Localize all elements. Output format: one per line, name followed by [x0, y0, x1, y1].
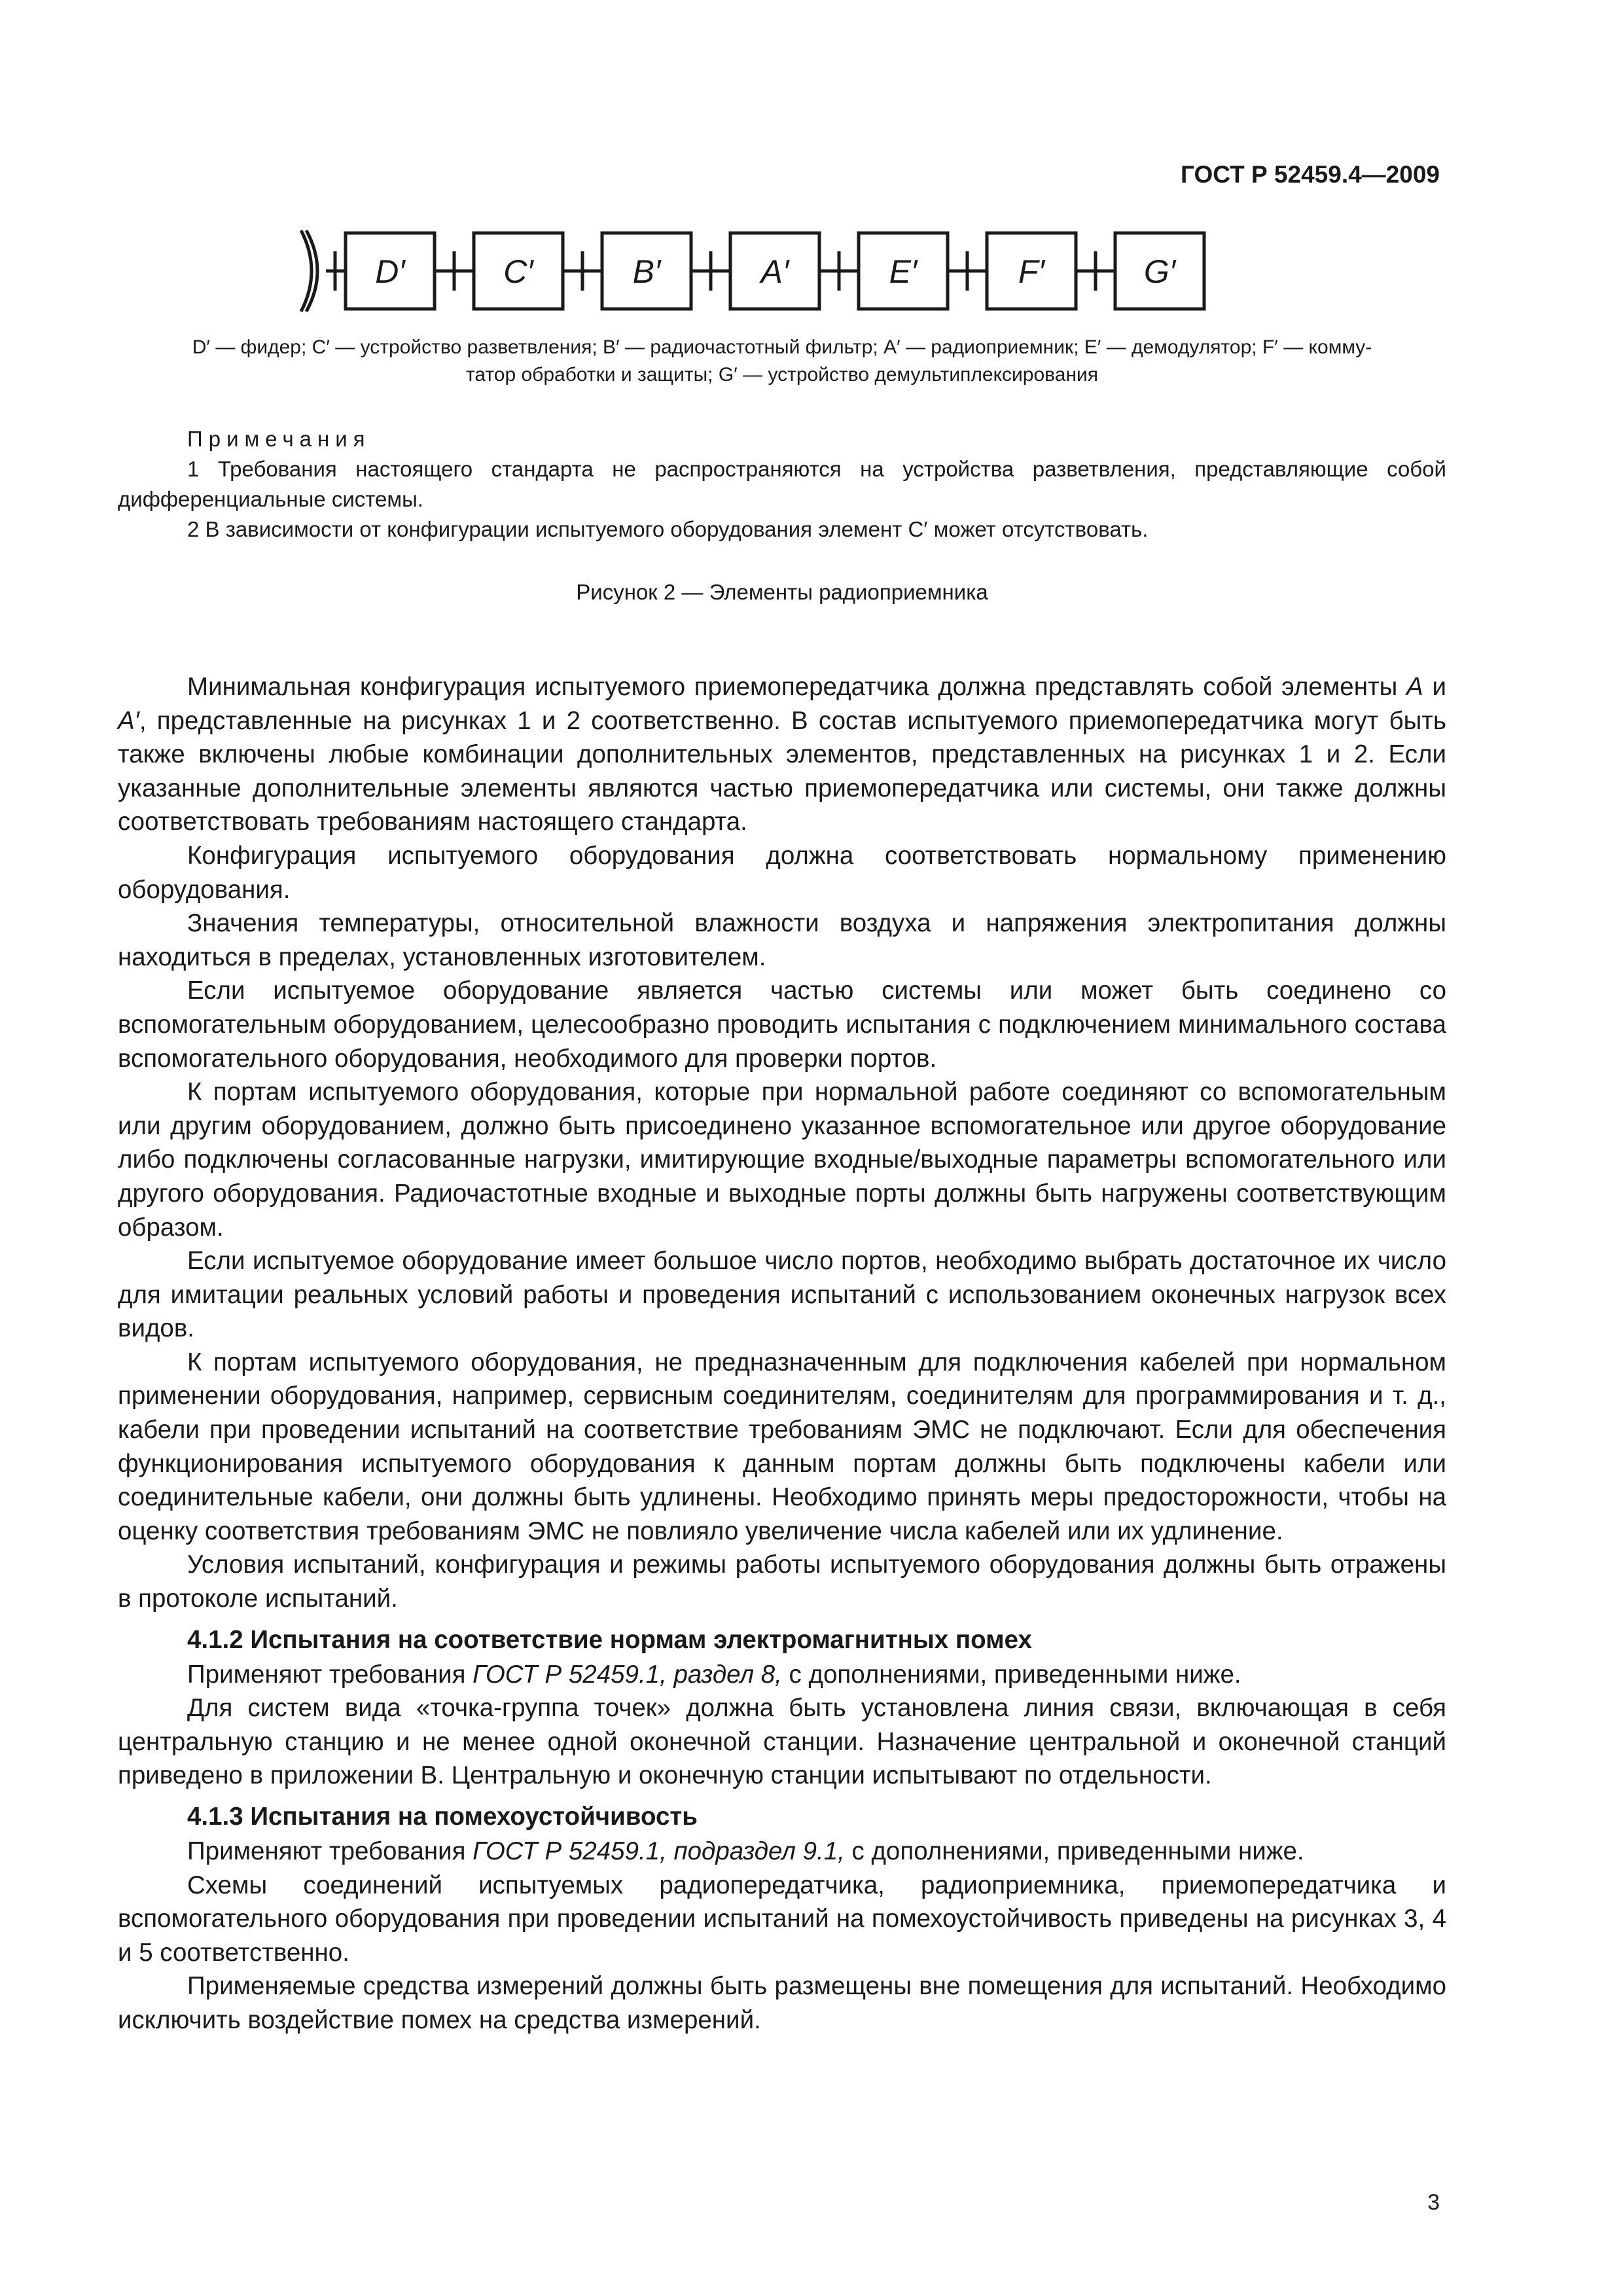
figure-title: Рисунок 2 — Элементы радиоприемника	[576, 580, 988, 604]
diagram-block-label: C′	[503, 253, 533, 290]
paragraph: Для систем вида «точка-группа точек» должна быть установлена линия связи, включающая в себя центральную станцию и не менее одной оконечной станции. Назначение центральной и оконечной станций приведено в приложении В. Центральную и оконечную станции испытывают по отдельности.	[118, 1694, 1446, 1790]
paragraph: К портам испытуемого оборудования, которые при нормальной работе соединяют со вспомогательным или другим оборудованием, должно быть присоединено указанное вспомогательное или другое оборудование либо подключены согласованные нагрузки, имитирующие входные/выходные параметры вспомогательного или другого оборудования. Радиочастотные входные и выходные порты должны быть нагружены соответствующим образом.	[118, 1078, 1446, 1242]
note-1: 1 Требования настоящего стандарта не распространяются на устройства разветвления, представляющие собой дифференциальные системы.	[118, 457, 1446, 511]
paragraph: Значения температуры, относительной влажности воздуха и напряжения электропитания должны находиться в пределах, установленных изготовителем.	[118, 909, 1446, 971]
diagram-block-label: A′	[760, 253, 789, 290]
paragraph: Применяют требования ГОСТ Р 52459.1, подраздел 9.1, с дополнениями, приведенными ниже.	[187, 1837, 1304, 1865]
note-2: 2 В зависимости от конфигурации испытуемого оборудования элемент C′ может отсутствовать.	[187, 517, 1149, 541]
paragraph: Схемы соединений испытуемых радиопередатчика, радиоприемника, приемопередатчика и вспомогательного оборудования при проведении испытаний на помехоустойчивость приведены на рисунках 3, 4 и 5 соответственно.	[118, 1871, 1446, 1967]
paragraph: К портам испытуемого оборудования, не предназначенным для подключения кабелей при нормальном применении оборудования, например, сервисным соединителям, соединителям для программирования и т. д., кабели при проведении испытаний на соответствие требованиям ЭМС не подключают. Если для обеспечения функционирования испытуемого оборудования к данным портам должны быть подключены кабели или соединительные кабели, они должны быть удлинены. Необходимо принять меры предосторожности, чтобы на оценку соответствия требованиям ЭМС не повлияло увеличение числа кабелей или их удлинение.	[118, 1348, 1446, 1545]
legend-line-1: D′ — фидер; C′ — устройство разветвления; B′ — радиочастотный фильтр; A′ — радиоприемник; E′ — демодулятор; F′ — комму-	[192, 336, 1372, 358]
page-number: 3	[1427, 2190, 1440, 2215]
paragraph: Применяют требования ГОСТ Р 52459.1, раздел 8, с дополнениями, приведенными ниже.	[187, 1660, 1241, 1689]
notes-block	[118, 424, 1446, 545]
diagram-block-label: G′	[1143, 253, 1176, 290]
standard-header: ГОСТ Р 52459.4—2009	[1181, 161, 1440, 188]
receiver-block-diagram	[293, 225, 1262, 317]
standard-reference: ГОСТ Р 52459.1, подраздел 9.1,	[473, 1837, 845, 1865]
paragraph: Применяемые средства измерений должны быть размещены вне помещения для испытаний. Необходимо исключить воздействие помех на средства измерений.	[118, 1972, 1446, 2034]
standard-reference: ГОСТ Р 52459.1, раздел 8,	[473, 1660, 782, 1689]
diagram-block-label: E′	[889, 253, 918, 290]
paragraph: Минимальная конфигурация испытуемого приемопередатчика должна представлять собой элементы A и A′, представленные на рисунках 1 и 2 соответственно. В состав испытуемого приемопередатчика могут быть также включены любые комбинации дополнительных элементов, представленных на рисунках 1 и 2. Если указанные дополнительные элементы являются частью приемопередатчика или системы, они также должны соответствовать требованиям настоящего стандарта.	[118, 673, 1446, 836]
notes-heading: Примечания	[187, 427, 371, 451]
legend-line-2: татор обработки и защиты; G′ — устройство демультиплексирования	[465, 364, 1099, 386]
paragraph: Конфигурация испытуемого оборудования должна соответствовать нормальному применению оборудования.	[118, 841, 1446, 904]
paragraph: Если испытуемое оборудование является частью системы или может быть соединено со вспомогательным оборудованием, целесообразно проводить испытания с подключением минимального состава вспомогательного оборудования, необходимого для проверки портов.	[118, 977, 1446, 1073]
diagram-block-label: B′	[632, 253, 661, 290]
antenna-icon	[301, 230, 312, 312]
body-text	[118, 670, 1446, 2037]
diagram-block-label: D′	[375, 253, 405, 290]
paragraph: Если испытуемое оборудование имеет большое число портов, необходимо выбрать достаточное их число для имитации реальных условий работы и проведения испытаний с использованием оконечных нагрузок всех видов.	[118, 1247, 1446, 1343]
diagram-block-label: F′	[1018, 253, 1044, 290]
section-heading-4-1-3: 4.1.3 Испытания на помехоустойчивость	[187, 1803, 698, 1831]
paragraph: Условия испытаний, конфигурация и режимы работы испытуемого оборудования должны быть отражены в протоколе испытаний.	[118, 1551, 1446, 1613]
figure-legend	[118, 334, 1446, 389]
section-heading-4-1-2: 4.1.2 Испытания на соответствие нормам электромагнитных помех	[187, 1625, 1032, 1654]
